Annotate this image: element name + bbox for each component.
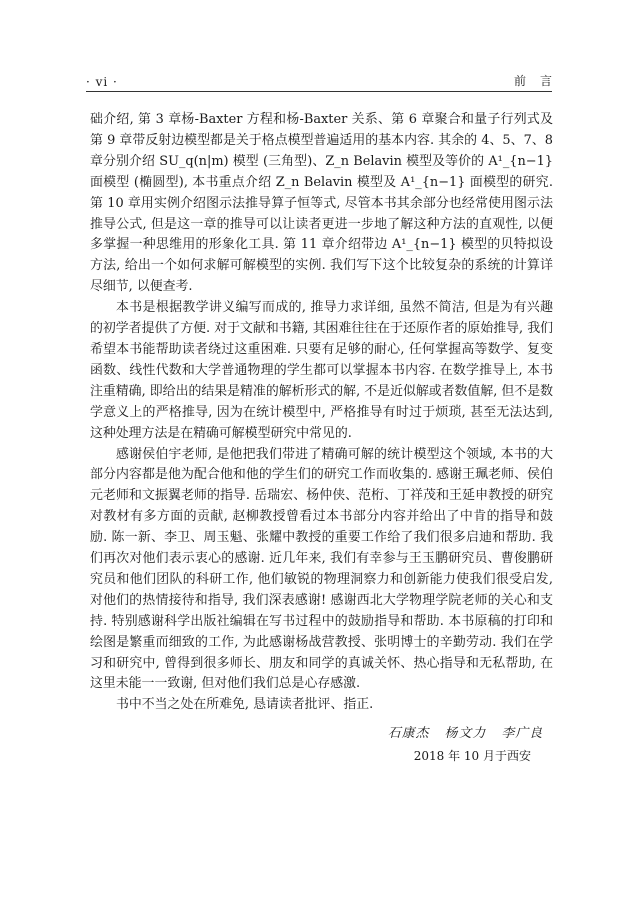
paragraph-closing: 书中不当之处在所难免, 恳请读者批评、指正. <box>116 697 374 713</box>
page-header <box>86 69 566 89</box>
paragraph-book-approach: 本书是根据教学讲义编写而成的, 推导力求详细, 虽然不简洁, 但是为有兴趣的初学者提供了方便. 对于文献和书籍, 其困难往往在于还原作者的原始推导, 我们希望本书能帮助读者绕过这重困难. 只要有足够的耐心, 任何掌握高等数学、复变函数、线性代数和大学普通物理的学生都可以掌握本书内容. 在数学推导上, 本书注重精确, 即给出的结果是精准的解析形式的解, 不是近似解或者数值解, 但不是数学意义上的严格推导, 因为在统计模型中, 严格推导有时过于烦琐, 甚至无法达到, 这种处理方法是在精确可解模型研究中常见的. <box>90 300 553 441</box>
running-title: 前言 <box>513 74 566 88</box>
signature-block <box>388 722 543 764</box>
header-rule <box>86 91 552 92</box>
paragraph-continued: 础介绍, 第 3 章杨-Baxter 方程和杨-Baxter 关系、第 6 章聚合和量子行列式及第 9 章带反射边模型都是关于格点模型普遍适用的基本内容. 其余的 4、5、7、8 章分别介绍 SU_q(n|m) 模型 (三角型)、Z_n Belavin 模型及等价的 A¹_{n−1} 面模型 (椭圆型), 本书重点介绍 Z_n Belavin 模型及 A¹_{n−1} 面模型的研究. 第 10 章用实例介绍图示法推导算子恒等式, 尽管本书其余部分也经常使用图示法推导公式, 但是这一章的推导可以让读者更进一步地了解这种方法的直观性, 以便多掌握一种思维用的形象化工具. 第 11 章介绍带边 A¹_{n−1} 模型的贝特拟设方法, 给出一个如何求解可解模型的实例. 我们写下这个比较复杂的系统的计算详尽细节, 以便查考. <box>90 112 553 295</box>
signature-date: 2018 年 10 月于西安 <box>413 749 531 763</box>
page-number: · vi · <box>86 75 118 89</box>
preface-body <box>90 110 553 716</box>
author-names: 石康杰 杨文力 李广良 <box>387 726 543 741</box>
paragraph-acknowledgements: 感谢侯伯宇老师, 是他把我们带进了精确可解的统计模型这个领域, 本书的大部分内容都是他为配合他和他的学生们的研究工作而收集的. 感谢王珮老师、侯伯元老师和文振翼老师的指导. 岳瑞宏、杨仲侠、范桁、丁祥茂和王延申教授的研究对教材有多方面的贡献, 赵柳教授曾看过本书部分内容并给出了中肯的指导和鼓励. 陈一新、李卫、周玉魁、张耀中教授的重要工作给了我们很多启迪和帮助. 我们再次对他们表示衷心的感谢. 近几年来, 我们有幸参与王玉鹏研究员、曹俊鹏研究员和他们团队的科研工作, 他们敏锐的物理洞察力和创新能力使我们很受启发, 对他们的热情接待和指导, 我们深表感谢! 感谢西北大学物理学院老师的关心和支持. 特别感谢科学出版社编辑在写书过程中的鼓励指导和帮助. 本书原稿的打印和绘图是繁重而细致的工作, 为此感谢杨战营教授、张明博士的辛勤劳动. 我们在学习和研究中, 曾得到很多师长、朋友和同学的真诚关怀、热心指导和无私帮助, 在这里未能一一致谢, 但对他们我们总是心存感激. <box>90 446 553 692</box>
